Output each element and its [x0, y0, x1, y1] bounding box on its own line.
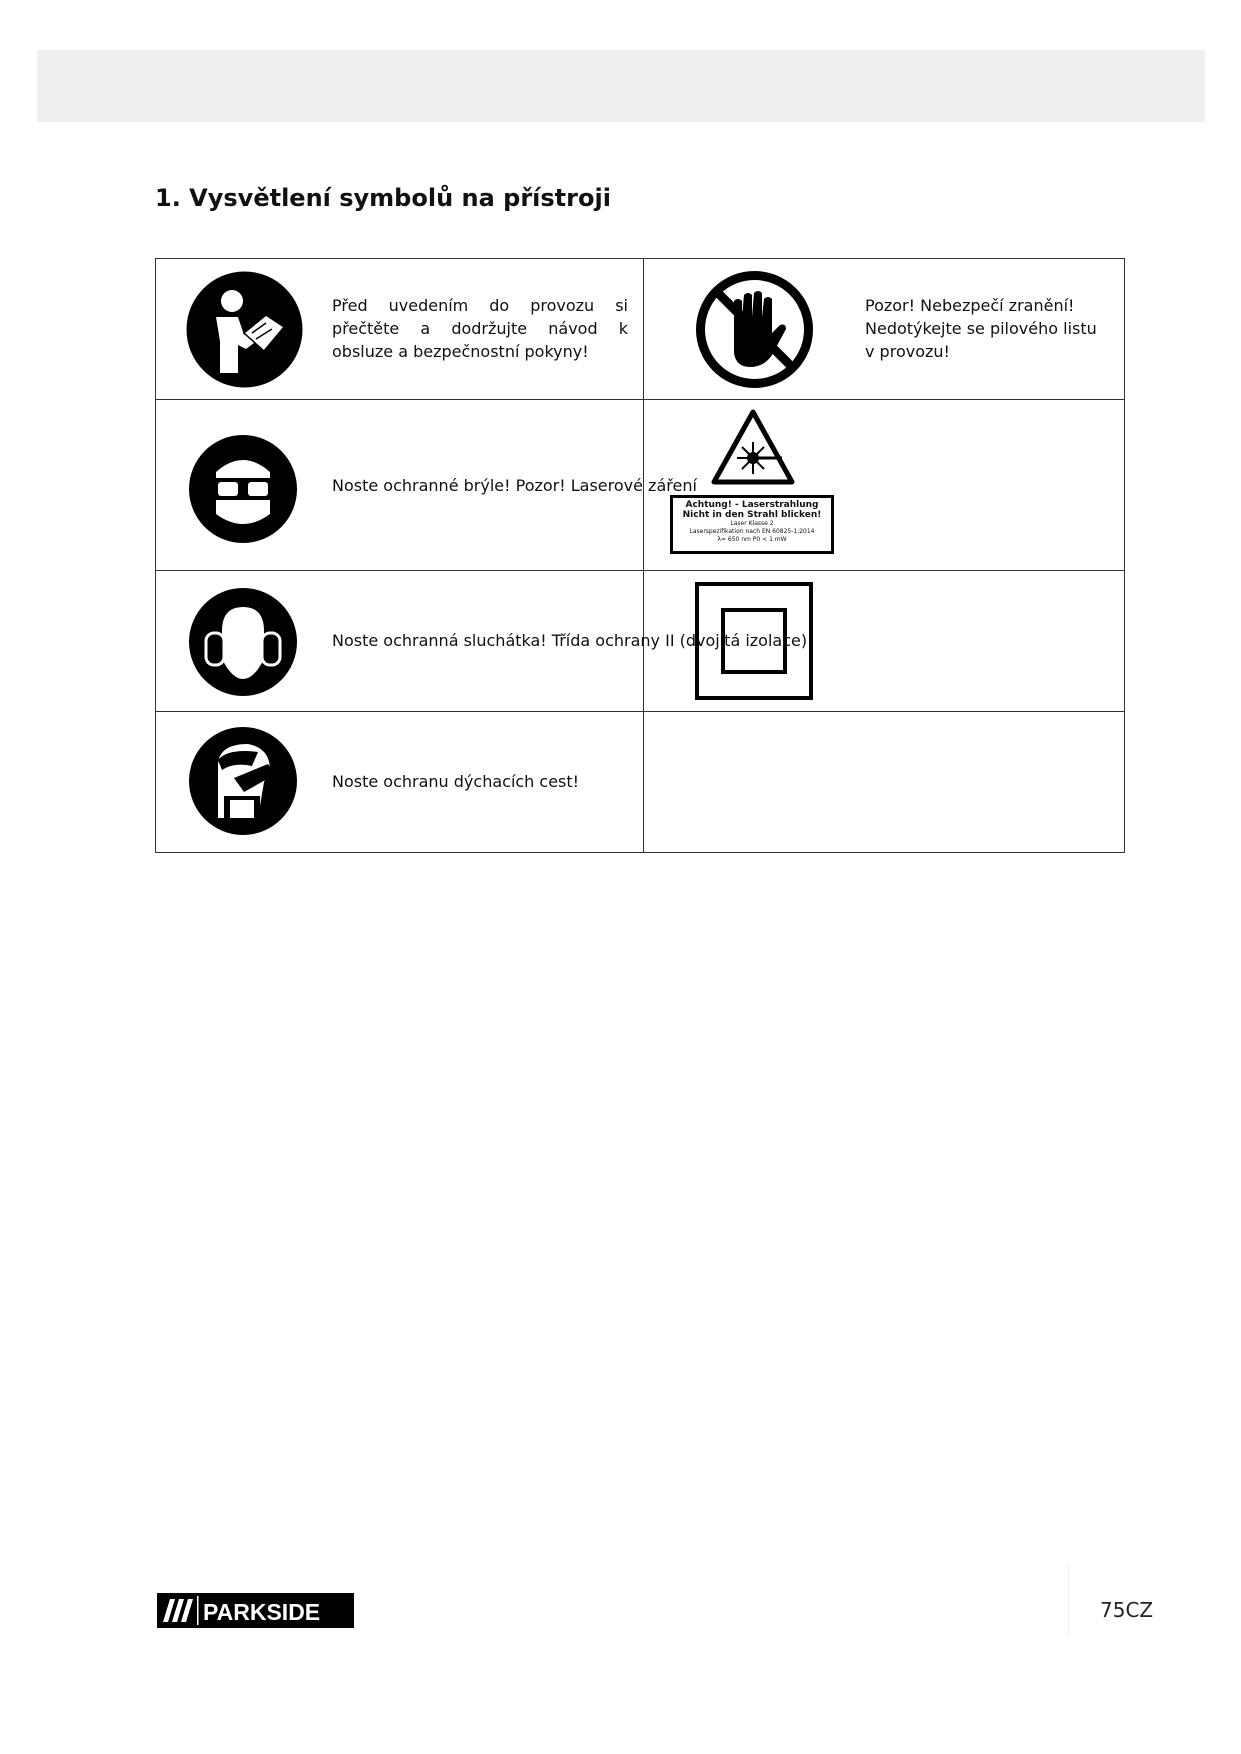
- ear-protection-text: Noste ochranná sluchátka! Třída ochrany II (dvojitá izolace): [332, 631, 808, 650]
- cell-read-manual: [156, 259, 644, 400]
- goggles-text: Noste ochranné brýle! Pozor! Laserové záření: [332, 476, 697, 495]
- laser-label: [670, 495, 834, 554]
- laser-label-line1: Achtung! - Laserstrahlung: [685, 500, 819, 510]
- respiratory-protection-icon: [188, 726, 298, 836]
- cell-no-touch: [644, 259, 1125, 400]
- cell-ear-protection: [156, 571, 808, 712]
- read-manual-text: Před uvedením do provozu si přečtěte a dodržujte návod k obsluze a bezpečnostní pokyny!: [332, 296, 628, 361]
- safety-goggles-icon: [188, 434, 298, 544]
- cell-empty: [644, 712, 1125, 853]
- symbols-table: [155, 258, 1125, 853]
- parkside-logo: [157, 1593, 354, 1628]
- laser-label-line4: Laserspezifikation nach EN 60825-1:2014: [689, 528, 815, 535]
- protection-class-ii-icon: [694, 581, 814, 701]
- laser-label-line5: λ= 650 nm P0 < 1 mW: [717, 536, 787, 543]
- footer-divider: [1068, 1565, 1069, 1635]
- no-touch-hand-icon: [696, 271, 813, 388]
- laser-label-line2: Nicht in den Strahl blicken!: [682, 509, 822, 520]
- section-title: 1. Vysvětlení symbolů na přístroji: [155, 184, 611, 212]
- page-number: 75CZ: [1100, 1598, 1154, 1622]
- brand-name: PARKSIDE: [203, 1599, 321, 1625]
- ear-protection-icon: [188, 587, 298, 697]
- respiratory-text: Noste ochranu dýchacích cest!: [332, 772, 580, 791]
- laser-label-line3: Laser Klasse 2: [730, 520, 774, 527]
- cell-goggles: [156, 400, 697, 571]
- cell-protection-class: [644, 571, 1125, 712]
- cell-respiratory: [156, 712, 644, 853]
- cell-laser-warning: [644, 400, 1125, 571]
- read-manual-icon: [186, 271, 303, 388]
- no-touch-text: Pozor! Nebezpečí zranění! Nedotýkejte se pilového listu v provozu!: [865, 296, 1097, 361]
- laser-warning-triangle-icon: [710, 408, 796, 486]
- header-band: [37, 50, 1205, 122]
